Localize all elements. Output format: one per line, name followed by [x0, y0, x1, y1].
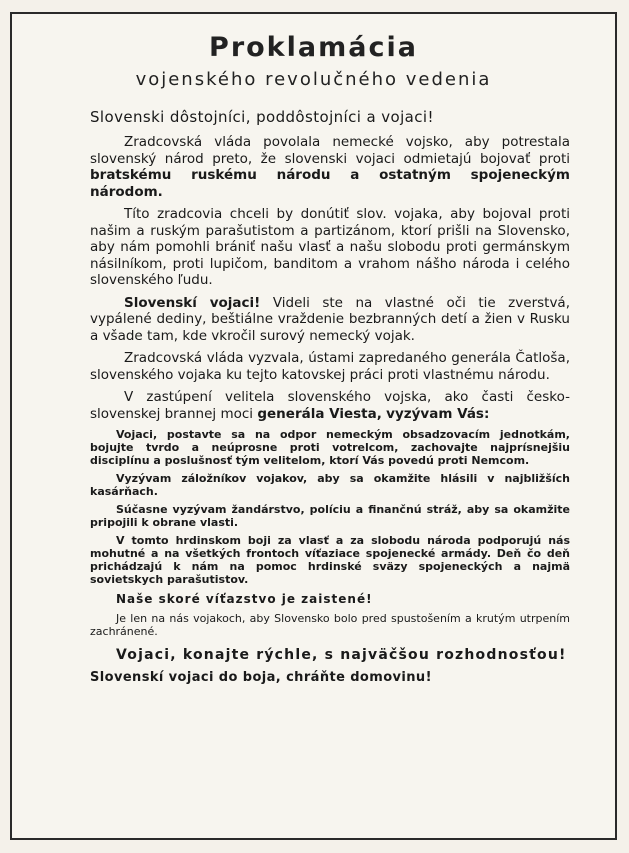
document-body — [90, 108, 570, 685]
paragraph-3-bold: Slovenskí vojaci! — [124, 294, 261, 311]
salutation: Slovenski dôstojníci, poddôstojníci a vojaci! — [90, 108, 434, 126]
paragraph-1-bold: bratskému ruskému národu a ostatným spojeneckým národom. — [90, 167, 570, 200]
paragraph-1-text: Zradcovská vláda povolala nemecké vojsko, aby potrestala slovenský národ preto, že slovenski vojaci odmietajú bojovať proti — [90, 134, 570, 167]
section-duty: Je len na nás vojakoch, aby Slovensko bolo pred spustošením a krutým utrpením zachránené. — [90, 612, 570, 638]
final-call: Slovenskí vojaci do boja, chráňte domovinu! — [90, 670, 432, 685]
paragraph-5-general: generála Viesta, — [257, 405, 382, 422]
document-subtitle: vojenského revolučného vedenia — [135, 69, 492, 90]
paragraph-2: Títo zradcovia chceli by donútiť slov. vojaka, aby bojoval proti našim a ruským parašutistom a partizánom, ktorí prišli na Slovensko, aby nám pomohli brániť našu vlasť a našu slobodu proti germánskym násilníkom, proti lupičom, banditom a vrahom nášho národa i celého slovenského ľudu. — [90, 206, 570, 288]
paragraph-5-call: vyzývam Vás: — [386, 405, 490, 422]
paragraph-5 — [90, 389, 570, 422]
paragraph-4: Zradcovská vláda vyzvala, ústami zapredaného generála Čatloša, slovenského vojaka ku tejto katovskej práci proti vlastnému národu. — [90, 350, 570, 383]
paragraph-3 — [90, 295, 570, 345]
victory-line: Naše skoré víťazstvo je zaistené! — [116, 592, 373, 606]
section-gendarmerie: Súčasne vyzývam žandárstvo, políciu a finančnú stráž, aby sa okamžite pripojili k obrane vlasti. — [90, 503, 570, 529]
paragraph-1 — [90, 134, 570, 200]
section-allies: V tomto hrdinskom boji za vlasť a za slobodu národa podporujú nás mohutné a na všetkých frontoch víťaziace spojenecké armády. Deň čo deň prichádzajú k nám na pomoc hrdinské sväzy spojeneckých a najmä sovietskych parašutistov. — [90, 534, 570, 586]
section-reservists: Vyzývam záložníkov vojakov, aby sa okamžite hlásili v najbližších kasárňach. — [90, 472, 570, 498]
paragraph-5-text: V zastúpení velitela slovenského vojska, ako časti česko-slovenskej brannej moci — [90, 389, 570, 422]
proclamation-sheet — [10, 12, 617, 840]
document-title: Proklamácia — [209, 32, 418, 63]
paragraph-3-text: Videli ste na vlastné oči tie zverstvá, vypálené dediny, beštiálne vraždenie bezbranných detí a žien v Rusku a všade tam, kde vkročil surový nemecký vojak. — [90, 294, 570, 344]
section-soldiers: Vojaci, postavte sa na odpor nemeckým obsadzovacím jednotkám, bojujte tvrdo a neúprosne proti votrelcom, zachovajte najprísnejšiu disciplínu a poslušnosť tým velitelom, ktorí Vás povedú proti Nemcom. — [90, 428, 570, 467]
call-to-action: Vojaci, konajte rýchle, s najväčšou rozhodnosťou! — [116, 647, 567, 663]
